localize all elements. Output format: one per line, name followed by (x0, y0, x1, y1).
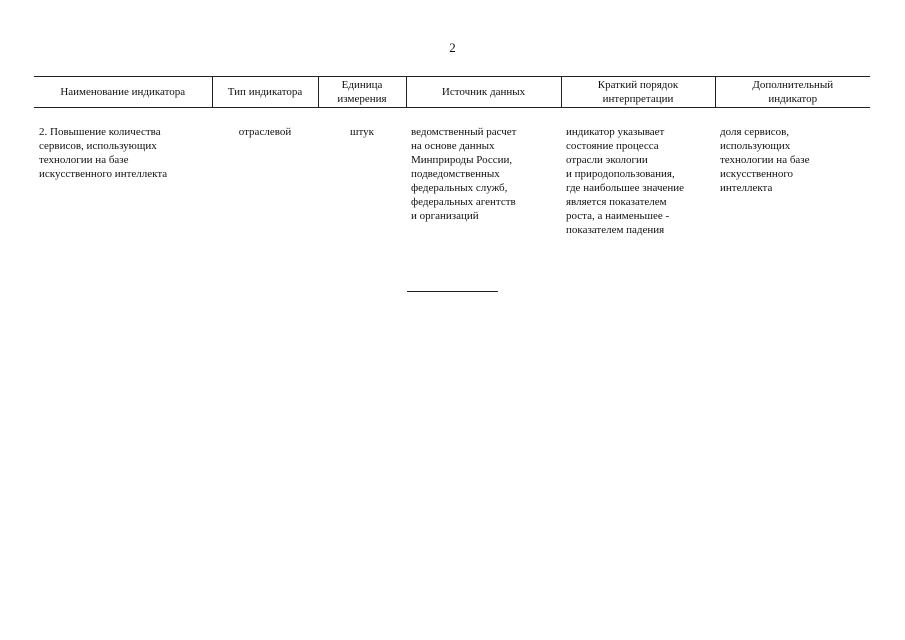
header-line: измерения (337, 93, 387, 105)
header-line: Краткий порядок (597, 79, 679, 91)
cell-line: технологии на базе (720, 154, 810, 166)
cell-line: подведомственных (411, 168, 500, 180)
cell-line: интеллекта (720, 182, 773, 194)
cell-indicator-name (34, 108, 212, 238)
header-unit (318, 77, 406, 108)
cell-line: и организаций (411, 210, 479, 222)
cell-line: ведомственный расчет (411, 126, 517, 138)
cell-line: показателем падения (566, 224, 665, 236)
header-additional-indicator (715, 77, 870, 108)
cell-additional-indicator (715, 108, 870, 238)
cell-line: искусственного (720, 168, 794, 180)
cell-line: 2. Повышение количества (39, 126, 161, 138)
cell-line: роста, а наименьшее - (566, 210, 670, 222)
header-line: индикатор (768, 93, 818, 105)
indicators-table (34, 76, 870, 237)
cell-line: где наибольшее значение (566, 182, 685, 194)
header-line: Дополнительный (752, 79, 834, 91)
cell-line: является показателем (566, 196, 667, 208)
header-indicator-name (34, 77, 212, 108)
cell-indicator-type (212, 108, 318, 238)
header-interpretation (561, 77, 715, 108)
cell-line: доля сервисов, (720, 126, 790, 138)
cell-line: сервисов, использующих (39, 140, 157, 152)
table-header-row (34, 77, 870, 108)
cell-line: штук (350, 126, 374, 138)
cell-line: технологии на базе (39, 154, 129, 166)
header-indicator-type (212, 77, 318, 108)
header-line: Наименование индикатора (60, 86, 186, 98)
header-line: Тип индикатора (227, 86, 303, 98)
cell-line: отраслевой (238, 126, 292, 138)
cell-line: и природопользования, (566, 168, 675, 180)
header-line: интерпретации (602, 93, 674, 105)
cell-line: состояние процесса (566, 140, 659, 152)
cell-interpretation (561, 108, 715, 238)
table-row (34, 108, 870, 238)
cell-line: федеральных служб, (411, 182, 508, 194)
cell-line: искусственного интеллекта (39, 168, 168, 180)
closing-separator-line (407, 291, 498, 292)
header-line: Единица (341, 79, 383, 91)
cell-line: использующих (720, 140, 791, 152)
cell-line: на основе данных (411, 140, 495, 152)
cell-data-source (406, 108, 561, 238)
cell-line: отрасли экологии (566, 154, 648, 166)
header-data-source (406, 77, 561, 108)
cell-line: федеральных агентств (411, 196, 516, 208)
page-number: 2 (449, 40, 456, 55)
cell-line: Минприроды России, (411, 154, 513, 166)
header-line: Источник данных (441, 86, 526, 98)
cell-unit (318, 108, 406, 238)
cell-line: индикатор указывает (566, 126, 665, 138)
